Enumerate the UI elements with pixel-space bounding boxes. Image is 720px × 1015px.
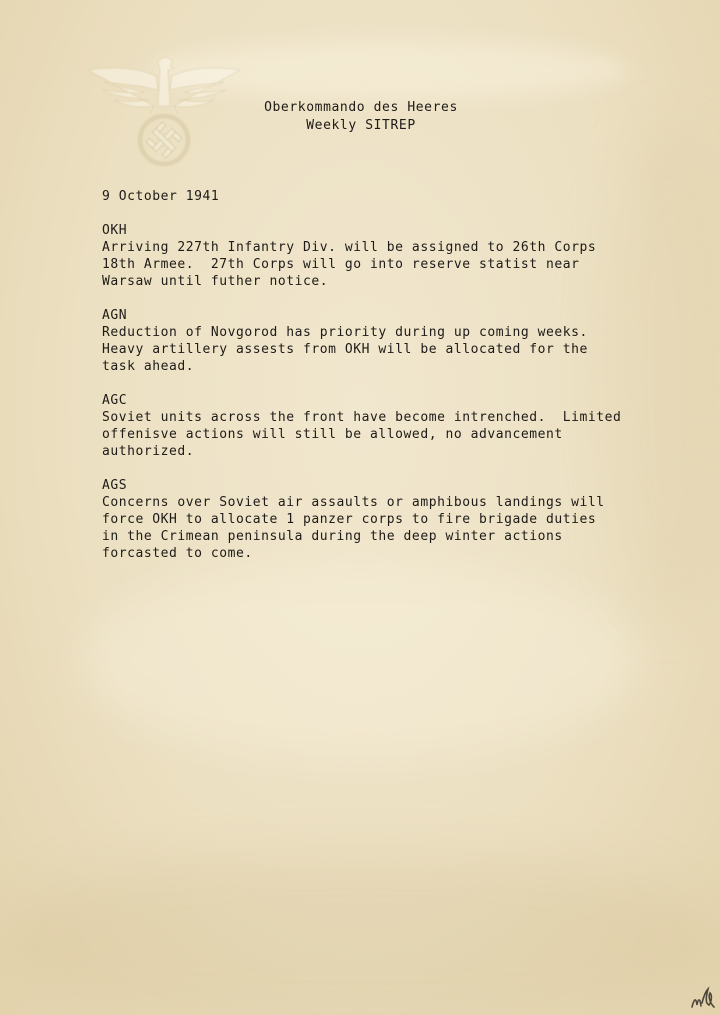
- section-line: Soviet units across the front have become intrenched. Limited: [102, 410, 622, 425]
- section-okh: [102, 222, 662, 290]
- document-header: [200, 99, 522, 135]
- section-line: 18th Armee. 27th Corps will go into reserve statist near: [102, 257, 580, 272]
- section-line: task ahead.: [102, 359, 195, 374]
- section-ags: [102, 477, 662, 562]
- section-line: Reduction of Novgorod has priority during up coming weeks.: [102, 325, 588, 340]
- section-heading: AGC: [102, 393, 128, 408]
- section-line: forcasted to come.: [102, 546, 253, 561]
- section-line: offenisve actions will still be allowed, no advancement: [102, 427, 563, 442]
- section-line: Arriving 227th Infantry Div. will be assigned to 26th Corps: [102, 240, 597, 255]
- document-date: 9 October 1941: [102, 189, 220, 204]
- section-line: Heavy artillery assests from OKH will be allocated for the: [102, 342, 588, 357]
- signature-icon: [690, 985, 716, 1011]
- section-line: Warsaw until futher notice.: [102, 274, 329, 289]
- section-heading: AGS: [102, 478, 128, 493]
- header-title: Oberkommando des Heeres: [264, 100, 458, 115]
- section-agn: [102, 307, 662, 375]
- section-heading: OKH: [102, 223, 128, 238]
- section-line: force OKH to allocate 1 panzer corps to fire brigade duties: [102, 512, 597, 527]
- section-line: in the Crimean peninsula during the deep winter actions: [102, 529, 563, 544]
- header-subtitle: Weekly SITREP: [306, 118, 416, 133]
- section-line: authorized.: [102, 444, 195, 459]
- document-body: [102, 188, 662, 579]
- paper-stain: [0, 850, 720, 1015]
- paper-stain: [80, 560, 640, 760]
- section-agc: [102, 392, 662, 460]
- section-heading: AGN: [102, 308, 128, 323]
- section-line: Concerns over Soviet air assaults or amphibous landings will: [102, 495, 605, 510]
